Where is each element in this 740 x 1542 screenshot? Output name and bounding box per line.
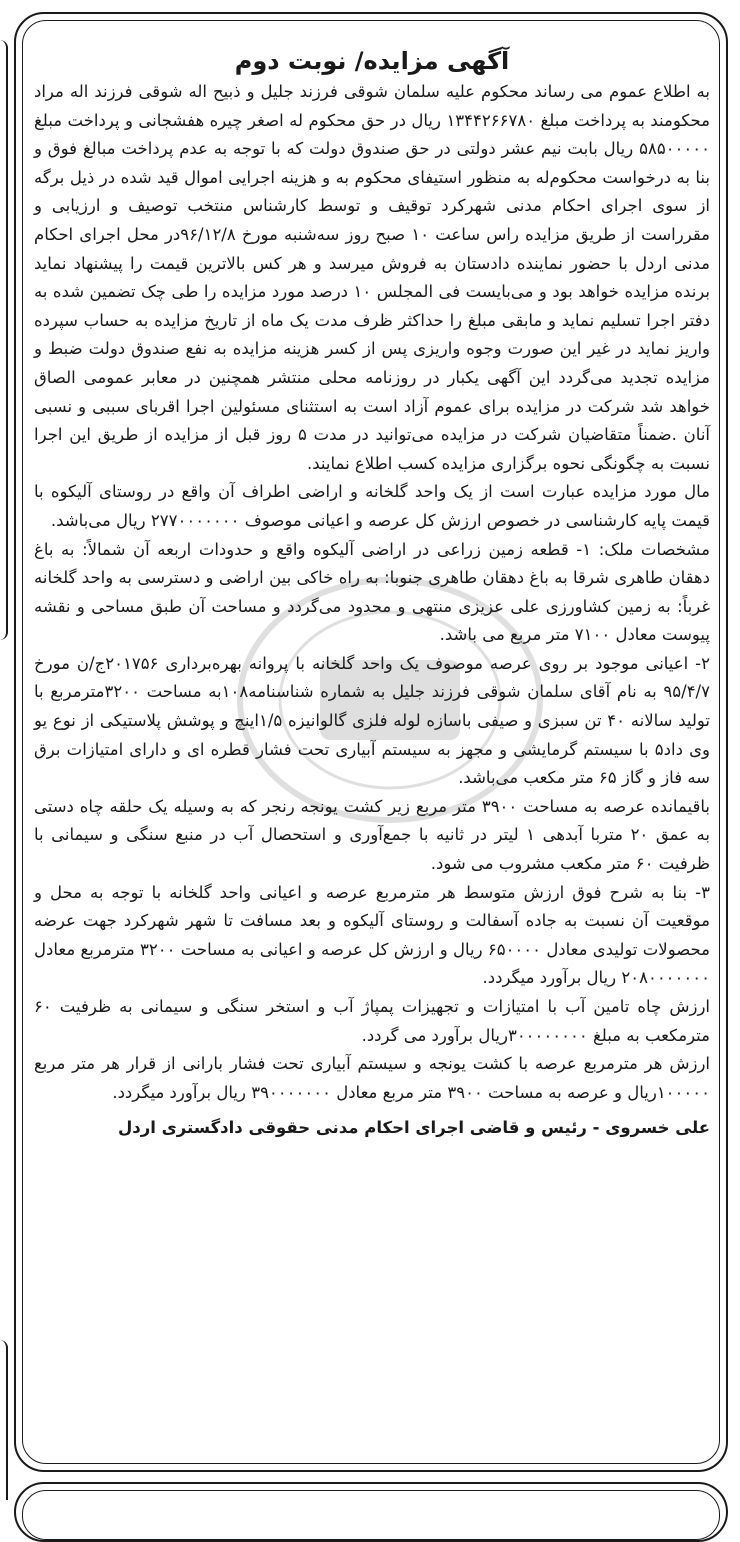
property-spec-2-paragraph: ۲- اعیانی موجود بر روی عرصه موصوف یک واحد گلخانه با پروانه بهره‌برداری ۲۰۱۷۵۶ج/ن مورخ ۹۵/۴/۷ به نام آقای سلمان شوقی فرزند جلیل به شماره شناسنامه۱۰۸به مساحت ۳۲۰۰مترمربع با تولید سالانه ۴۰ تن سبزی و صیفی باسازه لوله فلزی گالوانیزه ۱/۵اینچ و پوشش پلاستیکی از نوع یو وی داد۵ با سیستم گرمایشی و مجهز به سیستم آبیاری تحت فشار قطره ای و دارای امتیازات برق سه فاز و گاز ۶۵ متر مکعب می‌باشد. [34, 653, 711, 788]
next-notice-inner-frame [22, 1490, 720, 1540]
adjacent-column-border-top [0, 40, 8, 640]
notice-title: آگهی مزایده/ نوبت دوم [234, 47, 510, 75]
notice-content [34, 46, 710, 1143]
adjacent-column-border-bottom [0, 1340, 8, 1500]
signature-line: علی خسروی - رئیس و قاضی اجرای احکام مدنی حقوقی دادگستری اردل [117, 1118, 710, 1138]
well-value-paragraph: ارزش چاه تامین آب با امتیازات و تجهیزات پمپاژ آب و استخر سنگی و سیمانی به ظرفیت ۶۰ مترمکعب به مبلغ ۳۰۰۰۰۰۰۰۰ریال برآورد می گردد. [34, 997, 710, 1045]
land-value-paragraph: ارزش هر مترمربع عرصه با کشت یونجه و سیستم آبیاری تحت فشار بارانی از قرار هر متر مربع ۱۰۰۰۰۰ریال و عرصه به مساحت ۳۹۰۰ متر مربع معادل ۳۹۰۰۰۰۰۰۰ ریال برآورد میگردد. [34, 1054, 710, 1102]
valuation-paragraph: ۳- بنا به شرح فوق ارزش متوسط هر مترمربع عرصه و اعیانی واحد گلخانه با توجه به محل و موقعیت آن نسبت به جاده آسفالت و روستای آلیکوه و بعد مسافت تا شهر شهرکرد جهت عرضه محصولات تولیدی معادل ۶۵۰۰۰۰ ریال و ارزش کل عرصه و اعیانی به مساحت ۳۲۰۰ مترمربع معادل ۲۰۸۰۰۰۰۰۰۰ ریال برآورد میگردد. [34, 882, 711, 988]
property-spec-1-paragraph: مشخصات ملک: ۱- قطعه زمین زراعی در اراضی آلیکوه واقع و حدودات اربعه آن شمالاً: به باغ دهقان طاهری شرقا به باغ دهقان طاهری جنوبا: به راه خاکی بین اراضی و دسترسی به واحد گلخانه غرباً: به زمین کشاورزی علی عزیزی منتهی و محدود می‌گردد و مساحت آن طبق مساحی و نقشه پیوست معادل ۷۱۰۰ متر مربع می باشد. [34, 539, 710, 645]
remaining-land-paragraph: باقیمانده عرصه به مساحت ۳۹۰۰ متر مربع زیر کشت یونجه رنجر که به وسیله یک حلقه چاه دستی به عمق ۲۰ متربا آبدهی ۱ لیتر در ثانیه با جمع‌آوری و استحصال آب در منبع سنگی و سیمانی با ظرفیت ۶۰ متر مکعب مشروب می شود. [34, 796, 710, 874]
property-summary-paragraph: مال مورد مزایده عبارت است از یک واحد گلخانه و اراضی اطراف آن واقع در روستای آلیکوه با قیمت پایه کارشناسی در خصوص ارزش کل عرصه و اعیانی موصوف ۲۷۷۰۰۰۰۰۰۰ ریال می‌باشد. [34, 482, 710, 530]
notice-intro-paragraph: به اطلاع عموم می رساند محکوم علیه سلمان شوقی فرزند جلیل و ذبیح اله شوقی فرزند اله مراد محکومند به پرداخت مبلغ ۱۳۴۴۲۶۶۷۸۰ ریال در حق محکوم له اصغر چیره هفشجانی و پرداخت مبلغ ۵۸۵۰۰۰۰۰ ریال بابت نیم عشر دولتی در حق صندوق دولت که با توجه به عدم پرداخت مبالغ فوق و بنا به درخواست محکوم‌له به منظور استیفای محکوم به و هزینه اجرایی اموال قید شده در ذیل برگه از سوی اجرای احکام مدنی شهرکرد توقیف و توسط کارشناس منتخب توصیف و ارزیابی و مقرراست از طریق مزایده راس ساعت ۱۰ صبح روز سه‌شنبه مورخ ۹۶/۱۲/۸در محل اجرای احکام مدنی اردل با حضور نماینده دادستان به فروش میرسد و هر کس بالاترین قیمت را پیشنهاد نماید برنده مزایده خواهد بود و می‌بایست فی المجلس ۱۰ درصد مورد مزایده را طی چک تضمین شده به دفتر اجرا تسلیم نماید و مابقی مبلغ را حداکثر ظرف مدت یک ماه از تاریخ مزایده به حساب سپرده واریز نماید در غیر این صورت وجوه واریزی پس از کسر هزینه مزایده به نفع صندوق دولت ضبط و مزایده تجدید می‌گردد این آگهی یکبار در روزنامه محلی منتشر همچنین در معابر عمومی الصاق خواهد شد شرکت در مزایده برای عموم آزاد است به استثنای مسئولین اجرا اقربای سببی و نسبی آنان .ضمناً متقاضیان شرکت در مزایده می‌توانید در مدت ۵ روز قبل از مزایده از طریق این اجرا نسبت به چگونگی نحوه برگزاری مزایده کسب اطلاع نمایند. [34, 82, 711, 473]
